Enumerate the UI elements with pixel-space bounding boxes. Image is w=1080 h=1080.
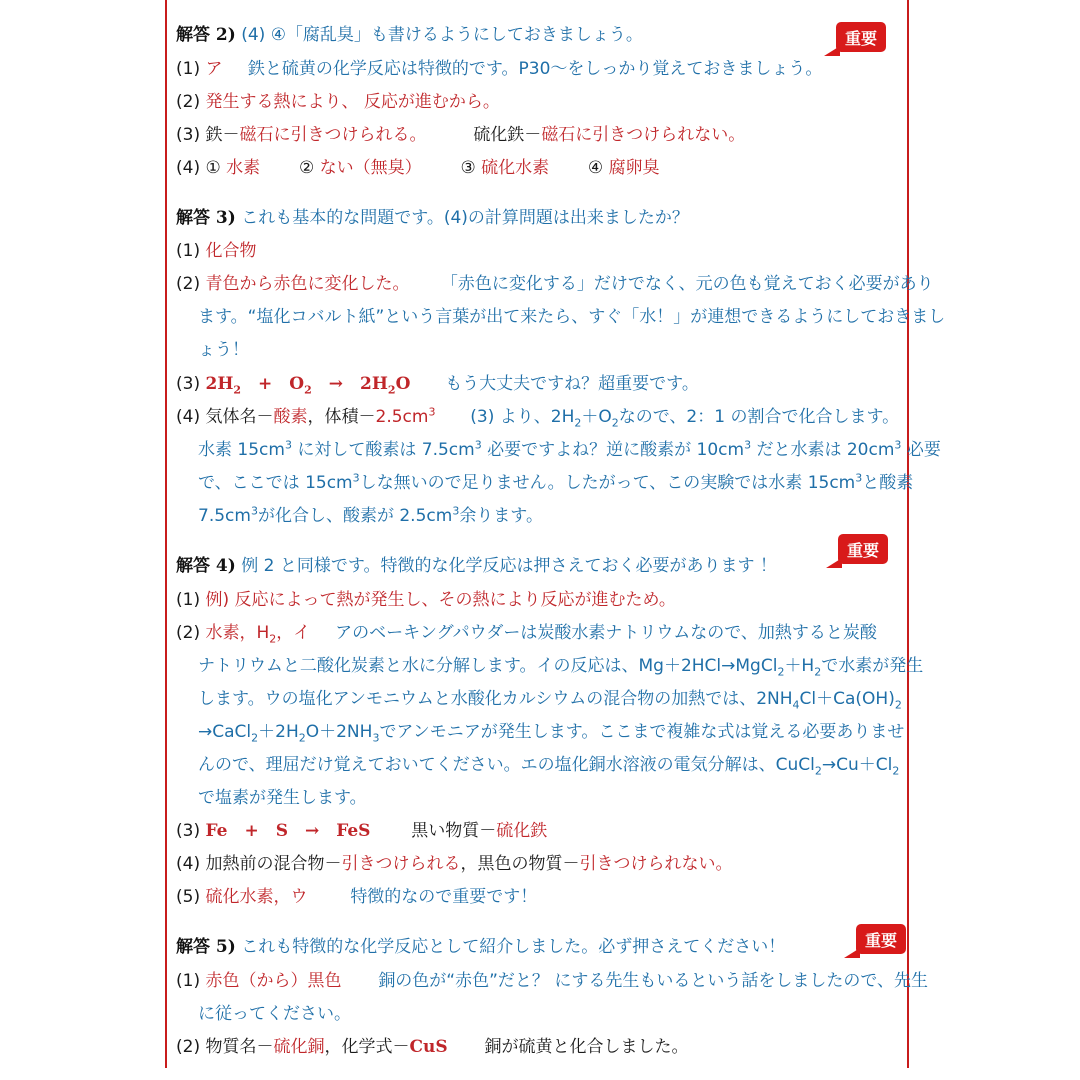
- right-margin-rule: [907, 0, 909, 1068]
- answer5-heading: 解答 5) これも特徴的な化学反応として紹介しました。必ず押さえてください！: [176, 937, 786, 957]
- answer4-q2-line4: $\to CaCl_2+2H_2O+2NH_3$でアンモニアが発生します。ここまで複雑な式は覚える必要ありませ: [198, 722, 905, 745]
- answer5-q1: (1) 赤色（から）黒色 銅の色が“赤色”だと？ にする先生もいるという話をしましたので、先生: [176, 971, 928, 991]
- answer2-q4: (4) ① 水素 ② ない（無臭） ③ 硫化水素 ④ 腐卵臭: [176, 158, 660, 178]
- answer4-q2-line3: します。ウの塩化アンモニウムと水酸化カルシウムの混合物の加熱では、$2NH_4Cl+Ca(OH)_2$: [198, 689, 902, 712]
- answer4-q2-line6: で塩素が発生します。: [198, 788, 367, 808]
- answer3-heading: 解答 3) これも基本的な問題です。(4)の計算問題は出来ましたか？: [176, 208, 689, 228]
- answer2-q3: (3) 鉄－磁石に引きつけられる。 硫化鉄－磁石に引きつけられない。: [176, 125, 746, 145]
- water-equation: $2H_2$ + $O_2$ → $2H_2O$: [205, 374, 411, 397]
- answer3-q4-line4: $7.5cm^3$が化合し、酸素が $2.5cm^3$余ります。: [198, 504, 543, 526]
- left-margin-rule: [165, 0, 167, 1068]
- answer3-q2-line2: ます。“塩化コバルト紙”という言葉が出て来たら、すぐ「水！」が連想できるようにしておきまし: [198, 307, 946, 327]
- answer3-q3: (3) $2H_2$ + $O_2$ → $2H_2O$ もう大丈夫ですね？超重要です。: [176, 374, 699, 397]
- answer4-q2-line2: ナトリウムと二酸化炭素と水に分解します。イの反応は、$Mg+2HCl\to MgCl_2+H_2$で水素が発生: [198, 656, 924, 679]
- answer4-q3: (3) Fe + S → FeS 黒い物質－硫化鉄: [176, 821, 548, 841]
- answer5-q2: (2) 物質名－硫化銅，化学式－CuS 銅が硫黄と化合しました。: [176, 1037, 689, 1057]
- important-badge: 重要: [824, 22, 886, 56]
- answer2-heading: 解答 2) (4) ④「腐乱臭」も書けるようにしておきましょう。: [176, 25, 643, 45]
- answer4-q5: (5) 硫化水素，ウ 特徴的なので重要です！: [176, 887, 538, 907]
- answer5-q1-line2: に従ってください。: [198, 1004, 351, 1024]
- answer4-heading: 解答 4) 例 2 と同様です。特徴的な化学反応は押さえておく必要があります ！: [176, 556, 777, 576]
- answer4-q1: (1) 例) 反応によって熱が発生し、その熱により反応が進むため。: [176, 590, 676, 610]
- important-badge: 重要: [826, 534, 888, 568]
- answer4-q4: (4) 加熱前の混合物－引きつけられる，黒色の物質－引きつけられない。: [176, 854, 733, 874]
- answer3-q4-line2: 水素 $15cm^3$ に対して酸素は $7.5cm^3$ 必要ですよね？逆に酸素が $10cm^3$ だと水素は $20cm^3$ 必要: [198, 438, 941, 460]
- important-badge: 重要: [844, 924, 906, 958]
- answer2-q1: (1) ア 鉄と硫黄の化学反応は特徴的です。P30～をしっかり覚えておきましょう。: [176, 59, 823, 79]
- answer3-q2-line3: ょう！: [198, 340, 249, 360]
- answer4-q2: (2) 水素，$H_2$，イ アのベーキングパウダーは炭酸水素ナトリウムなので、加熱すると炭酸: [176, 623, 877, 646]
- answer2-q2: (2) 発生する熱により、 反応が進むから。: [176, 92, 500, 112]
- answer3-q2: (2) 青色から赤色に変化した。 「赤色に変化する」だけでなく、元の色も覚えておく必要があり: [176, 274, 934, 294]
- answer3-q4-line3: で、ここでは $15cm^3$しな無いので足りません。したがって、この実験では水素 $15cm^3$と酸素: [198, 471, 914, 493]
- answer4-q2-line5: んので、理屈だけ覚えておいてください。エの塩化銅水溶液の電気分解は、$CuCl_2\to Cu+Cl_2$: [198, 755, 900, 778]
- answer3-q1: (1) 化合物: [176, 241, 257, 261]
- answer3-q4: (4) 気体名－酸素，体積$-2.5cm^3$ (3) より、$2H_2+O_2$なので、2：1 の割合で化合します。: [176, 405, 900, 430]
